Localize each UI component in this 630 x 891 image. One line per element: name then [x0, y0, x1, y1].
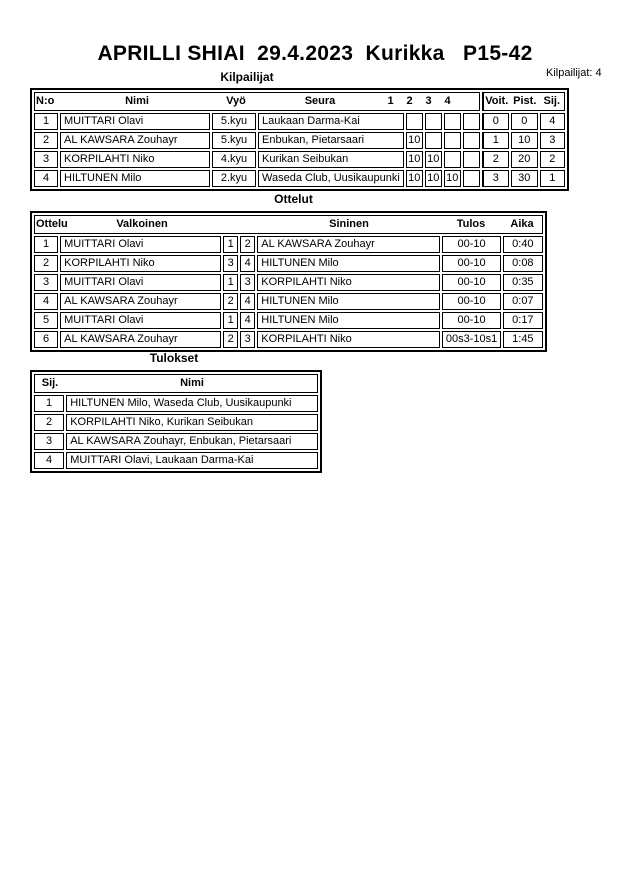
- cell-round-1: [406, 113, 423, 130]
- cell-white-number: 1: [223, 274, 238, 291]
- header-round-1: 1: [387, 95, 394, 107]
- cell-sij: 1: [34, 395, 64, 412]
- cell-white-name: MUITTARI Olavi: [60, 312, 221, 329]
- header-voit: Voit.: [485, 95, 509, 107]
- cell-seura: Laukaan Darma-Kai: [258, 113, 404, 130]
- tulokset-header-row: [34, 374, 318, 393]
- cell-round-4: [463, 151, 480, 168]
- cell-no: 2: [34, 132, 58, 149]
- cell-match-no: 3: [34, 274, 58, 291]
- kilpailijat-section-title: Kilpailijat: [220, 70, 274, 84]
- cell-tulos: 00-10: [442, 293, 500, 310]
- cell-vyo: 4.kyu: [212, 151, 256, 168]
- kilpailijat-header-left: [34, 92, 480, 111]
- cell-no: 4: [34, 170, 58, 187]
- cell-sij: 3: [34, 433, 64, 450]
- cell-nimi: HILTUNEN Milo: [60, 170, 210, 187]
- cell-nimi: HILTUNEN Milo, Waseda Club, Uusikaupunki: [66, 395, 318, 412]
- cell-round-3: [444, 113, 461, 130]
- cell-white-number: 1: [223, 236, 238, 253]
- table-row: [34, 414, 318, 431]
- page-title: APRILLI SHIAI 29.4.2023 Kurikka P15-42: [97, 42, 533, 65]
- cell-aika: 1:45: [503, 331, 543, 348]
- cell-blue-name: HILTUNEN Milo: [257, 312, 440, 329]
- cell-white-name: KORPILAHTI Niko: [60, 255, 221, 272]
- ottelut-table: [30, 211, 547, 352]
- table-row: [34, 331, 543, 348]
- cell-nimi: AL KAWSARA Zouhayr, Enbukan, Pietarsaari: [66, 433, 318, 450]
- table-row: [34, 312, 543, 329]
- cell-match-no: 4: [34, 293, 58, 310]
- cell-blue-number: 3: [240, 331, 255, 348]
- cell-sij: 2: [34, 414, 64, 431]
- cell-white-name: MUITTARI Olavi: [60, 274, 221, 291]
- cell-white-number: 2: [223, 331, 238, 348]
- cell-vyo: 5.kyu: [212, 113, 256, 130]
- tulokset-section-title: Tulokset: [149, 351, 199, 365]
- table-row: [34, 274, 543, 291]
- kilpailijat-header-right: [482, 92, 565, 111]
- cell-seura: Waseda Club, Uusikaupunki: [258, 170, 404, 187]
- cell-voit: 0: [482, 113, 509, 130]
- cell-pist: 30: [511, 170, 538, 187]
- header-vyo: Vyö: [226, 95, 246, 107]
- cell-tulos: 00-10: [442, 236, 500, 253]
- table-row: [34, 255, 543, 272]
- cell-pist: 0: [511, 113, 538, 130]
- ottelut-section-title: Ottelut: [274, 192, 313, 206]
- cell-voit: 2: [482, 151, 509, 168]
- table-row: [34, 151, 565, 168]
- cell-no: 3: [34, 151, 58, 168]
- cell-match-no: 6: [34, 331, 58, 348]
- header-round-3: 3: [425, 95, 432, 107]
- table-row: [34, 452, 318, 469]
- header-sininen: Sininen: [329, 218, 369, 230]
- ottelut-header: [34, 215, 543, 234]
- cell-round-4: [463, 132, 480, 149]
- tulokset-table: [30, 370, 322, 473]
- table-row: [34, 236, 543, 253]
- cell-aika: 0:17: [503, 312, 543, 329]
- header-ottelu: Ottelu: [36, 218, 68, 230]
- header-sij: Sij.: [543, 95, 561, 107]
- header-seura: Seura: [304, 95, 336, 107]
- cell-round-3: 10: [444, 170, 461, 187]
- header-sij: Sij.: [41, 377, 59, 389]
- cell-tulos: 00-10: [442, 255, 500, 272]
- cell-no: 1: [34, 113, 58, 130]
- cell-blue-number: 4: [240, 312, 255, 329]
- cell-white-name: AL KAWSARA Zouhayr: [60, 293, 221, 310]
- header-round-4: 4: [444, 95, 451, 107]
- header-tulos: Tulos: [456, 218, 486, 230]
- cell-sij: 3: [540, 132, 565, 149]
- cell-vyo: 2.kyu: [212, 170, 256, 187]
- cell-blue-number: 3: [240, 274, 255, 291]
- cell-aika: 0:40: [503, 236, 543, 253]
- cell-round-1: 10: [406, 151, 423, 168]
- cell-round-3: [444, 132, 461, 149]
- table-row: [34, 113, 565, 130]
- cell-match-no: 1: [34, 236, 58, 253]
- ottelut-header-row: [34, 215, 543, 234]
- cell-seura: Kurikan Seibukan: [258, 151, 404, 168]
- table-row: [34, 170, 565, 187]
- cell-aika: 0:08: [503, 255, 543, 272]
- table-row: [34, 132, 565, 149]
- kilpailijat-header-row: [34, 92, 565, 111]
- table-row: [34, 395, 318, 412]
- cell-blue-name: KORPILAHTI Niko: [257, 274, 440, 291]
- cell-match-no: 5: [34, 312, 58, 329]
- header-pist: Pist.: [513, 95, 537, 107]
- kilpailijat-table: [30, 88, 569, 191]
- header-round-2: 2: [406, 95, 413, 107]
- cell-round-1: 10: [406, 170, 423, 187]
- cell-sij: 1: [540, 170, 565, 187]
- cell-vyo: 5.kyu: [212, 132, 256, 149]
- cell-voit: 3: [482, 170, 509, 187]
- table-row: [34, 433, 318, 450]
- cell-sij: 4: [540, 113, 565, 130]
- cell-blue-name: HILTUNEN Milo: [257, 255, 440, 272]
- cell-match-no: 2: [34, 255, 58, 272]
- cell-round-2: 10: [425, 170, 442, 187]
- cell-round-1: 10: [406, 132, 423, 149]
- header-valkoinen: Valkoinen: [116, 218, 168, 230]
- competitors-count-label: Kilpailijat: 4: [546, 67, 602, 79]
- cell-round-2: [425, 132, 442, 149]
- cell-blue-number: 4: [240, 293, 255, 310]
- cell-tulos: 00-10: [442, 274, 500, 291]
- tulokset-header: [34, 374, 318, 393]
- cell-round-2: [425, 113, 442, 130]
- cell-voit: 1: [482, 132, 509, 149]
- header-aika: Aika: [510, 218, 534, 230]
- cell-round-3: [444, 151, 461, 168]
- cell-round-2: 10: [425, 151, 442, 168]
- cell-white-name: AL KAWSARA Zouhayr: [60, 331, 221, 348]
- cell-nimi: AL KAWSARA Zouhayr: [60, 132, 210, 149]
- cell-aika: 0:07: [503, 293, 543, 310]
- cell-round-4: [463, 170, 480, 187]
- cell-nimi: MUITTARI Olavi, Laukaan Darma-Kai: [66, 452, 318, 469]
- cell-white-number: 2: [223, 293, 238, 310]
- cell-round-4: [463, 113, 480, 130]
- table-row: [34, 293, 543, 310]
- cell-tulos: 00s3-10s1: [442, 331, 500, 348]
- cell-seura: Enbukan, Pietarsaari: [258, 132, 404, 149]
- cell-sij: 4: [34, 452, 64, 469]
- cell-blue-name: KORPILAHTI Niko: [257, 331, 440, 348]
- cell-nimi: MUITTARI Olavi: [60, 113, 210, 130]
- cell-blue-number: 4: [240, 255, 255, 272]
- cell-blue-name: AL KAWSARA Zouhayr: [257, 236, 440, 253]
- cell-blue-number: 2: [240, 236, 255, 253]
- cell-nimi: KORPILAHTI Niko: [60, 151, 210, 168]
- cell-sij: 2: [540, 151, 565, 168]
- cell-tulos: 00-10: [442, 312, 500, 329]
- cell-aika: 0:35: [503, 274, 543, 291]
- header-no: N:o: [36, 95, 55, 107]
- cell-nimi: KORPILAHTI Niko, Kurikan Seibukan: [66, 414, 318, 431]
- cell-pist: 20: [511, 151, 538, 168]
- cell-white-name: MUITTARI Olavi: [60, 236, 221, 253]
- cell-white-number: 3: [223, 255, 238, 272]
- cell-pist: 10: [511, 132, 538, 149]
- header-nimi: Nimi: [180, 377, 204, 389]
- cell-white-number: 1: [223, 312, 238, 329]
- cell-blue-name: HILTUNEN Milo: [257, 293, 440, 310]
- header-nimi: Nimi: [125, 95, 149, 107]
